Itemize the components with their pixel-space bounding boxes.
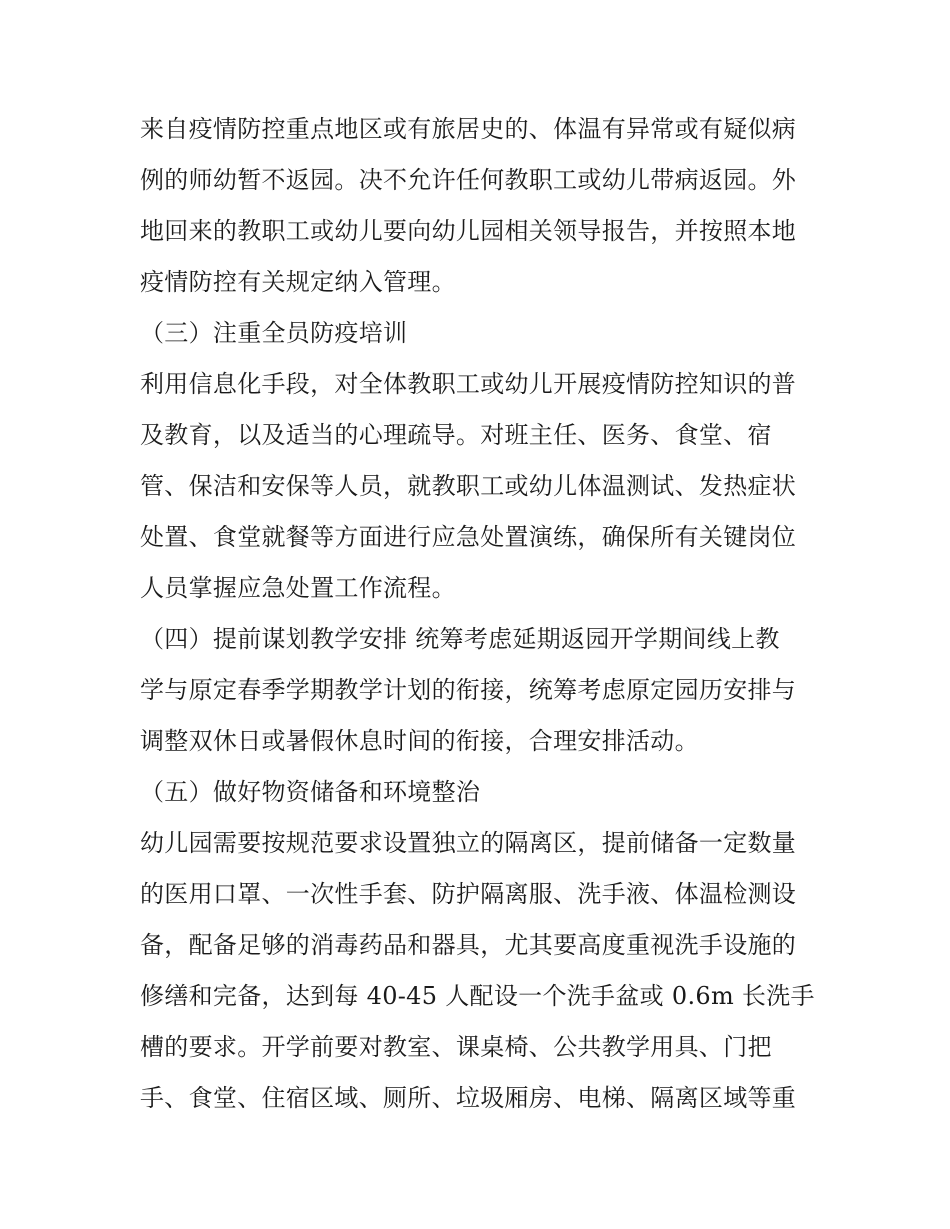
text-line: 学与原定春季学期教学计划的衔接，统筹考虑原定园历安排与 [140, 676, 797, 704]
text-line: 幼儿园需要按规范要求设置独立的隔离区，提前储备一定数量 [140, 829, 797, 857]
section-heading: （四）提前谋划教学安排 统筹考虑延期返园开学期间线上教 [140, 625, 780, 653]
text-line: 来自疫情防控重点地区或有旅居史的、体温有异常或有疑似病 [140, 115, 797, 143]
text-line: 及教育，以及适当的心理疏导。对班主任、医务、食堂、宿 [140, 421, 772, 449]
text-line: 槽的要求。开学前要对教室、课桌椅、公共教学用具、门把 [140, 1033, 772, 1061]
text-line: 例的师幼暂不返园。决不允许任何教职工或幼儿带病返园。外 [140, 166, 797, 194]
text-line: 备，配备足够的消毒药品和器具，尤其要高度重视洗手设施的 [140, 931, 797, 959]
text-line: 人员掌握应急处置工作流程。 [140, 574, 456, 602]
text-line: 处置、食堂就餐等方面进行应急处置演练，确保所有关键岗位 [140, 523, 797, 551]
section-heading: （三）注重全员防疫培训 [140, 319, 408, 347]
text-line: 修缮和完备，达到每 40-45 人配设一个洗手盆或 0.6m 长洗手 [140, 982, 815, 1010]
text-line: 疫情防控有关规定纳入管理。 [140, 268, 456, 296]
text-line: 手、食堂、住宿区域、厕所、垃圾厢房、电梯、隔离区域等重 [140, 1084, 797, 1112]
text-line: 地回来的教职工或幼儿要向幼儿园相关领导报告，并按照本地 [140, 217, 797, 245]
text-line: 管、保洁和安保等人员，就教职工或幼儿体温测试、发热症状 [140, 472, 797, 500]
text-line: 利用信息化手段，对全体教职工或幼儿开展疫情防控知识的普 [140, 370, 797, 398]
text-line: 调整双休日或暑假休息时间的衔接，合理安排活动。 [140, 727, 699, 755]
text-line: 的医用口罩、一次性手套、防护隔离服、洗手液、体温检测设 [140, 880, 797, 908]
section-heading: （五）做好物资储备和环境整治 [140, 778, 481, 806]
